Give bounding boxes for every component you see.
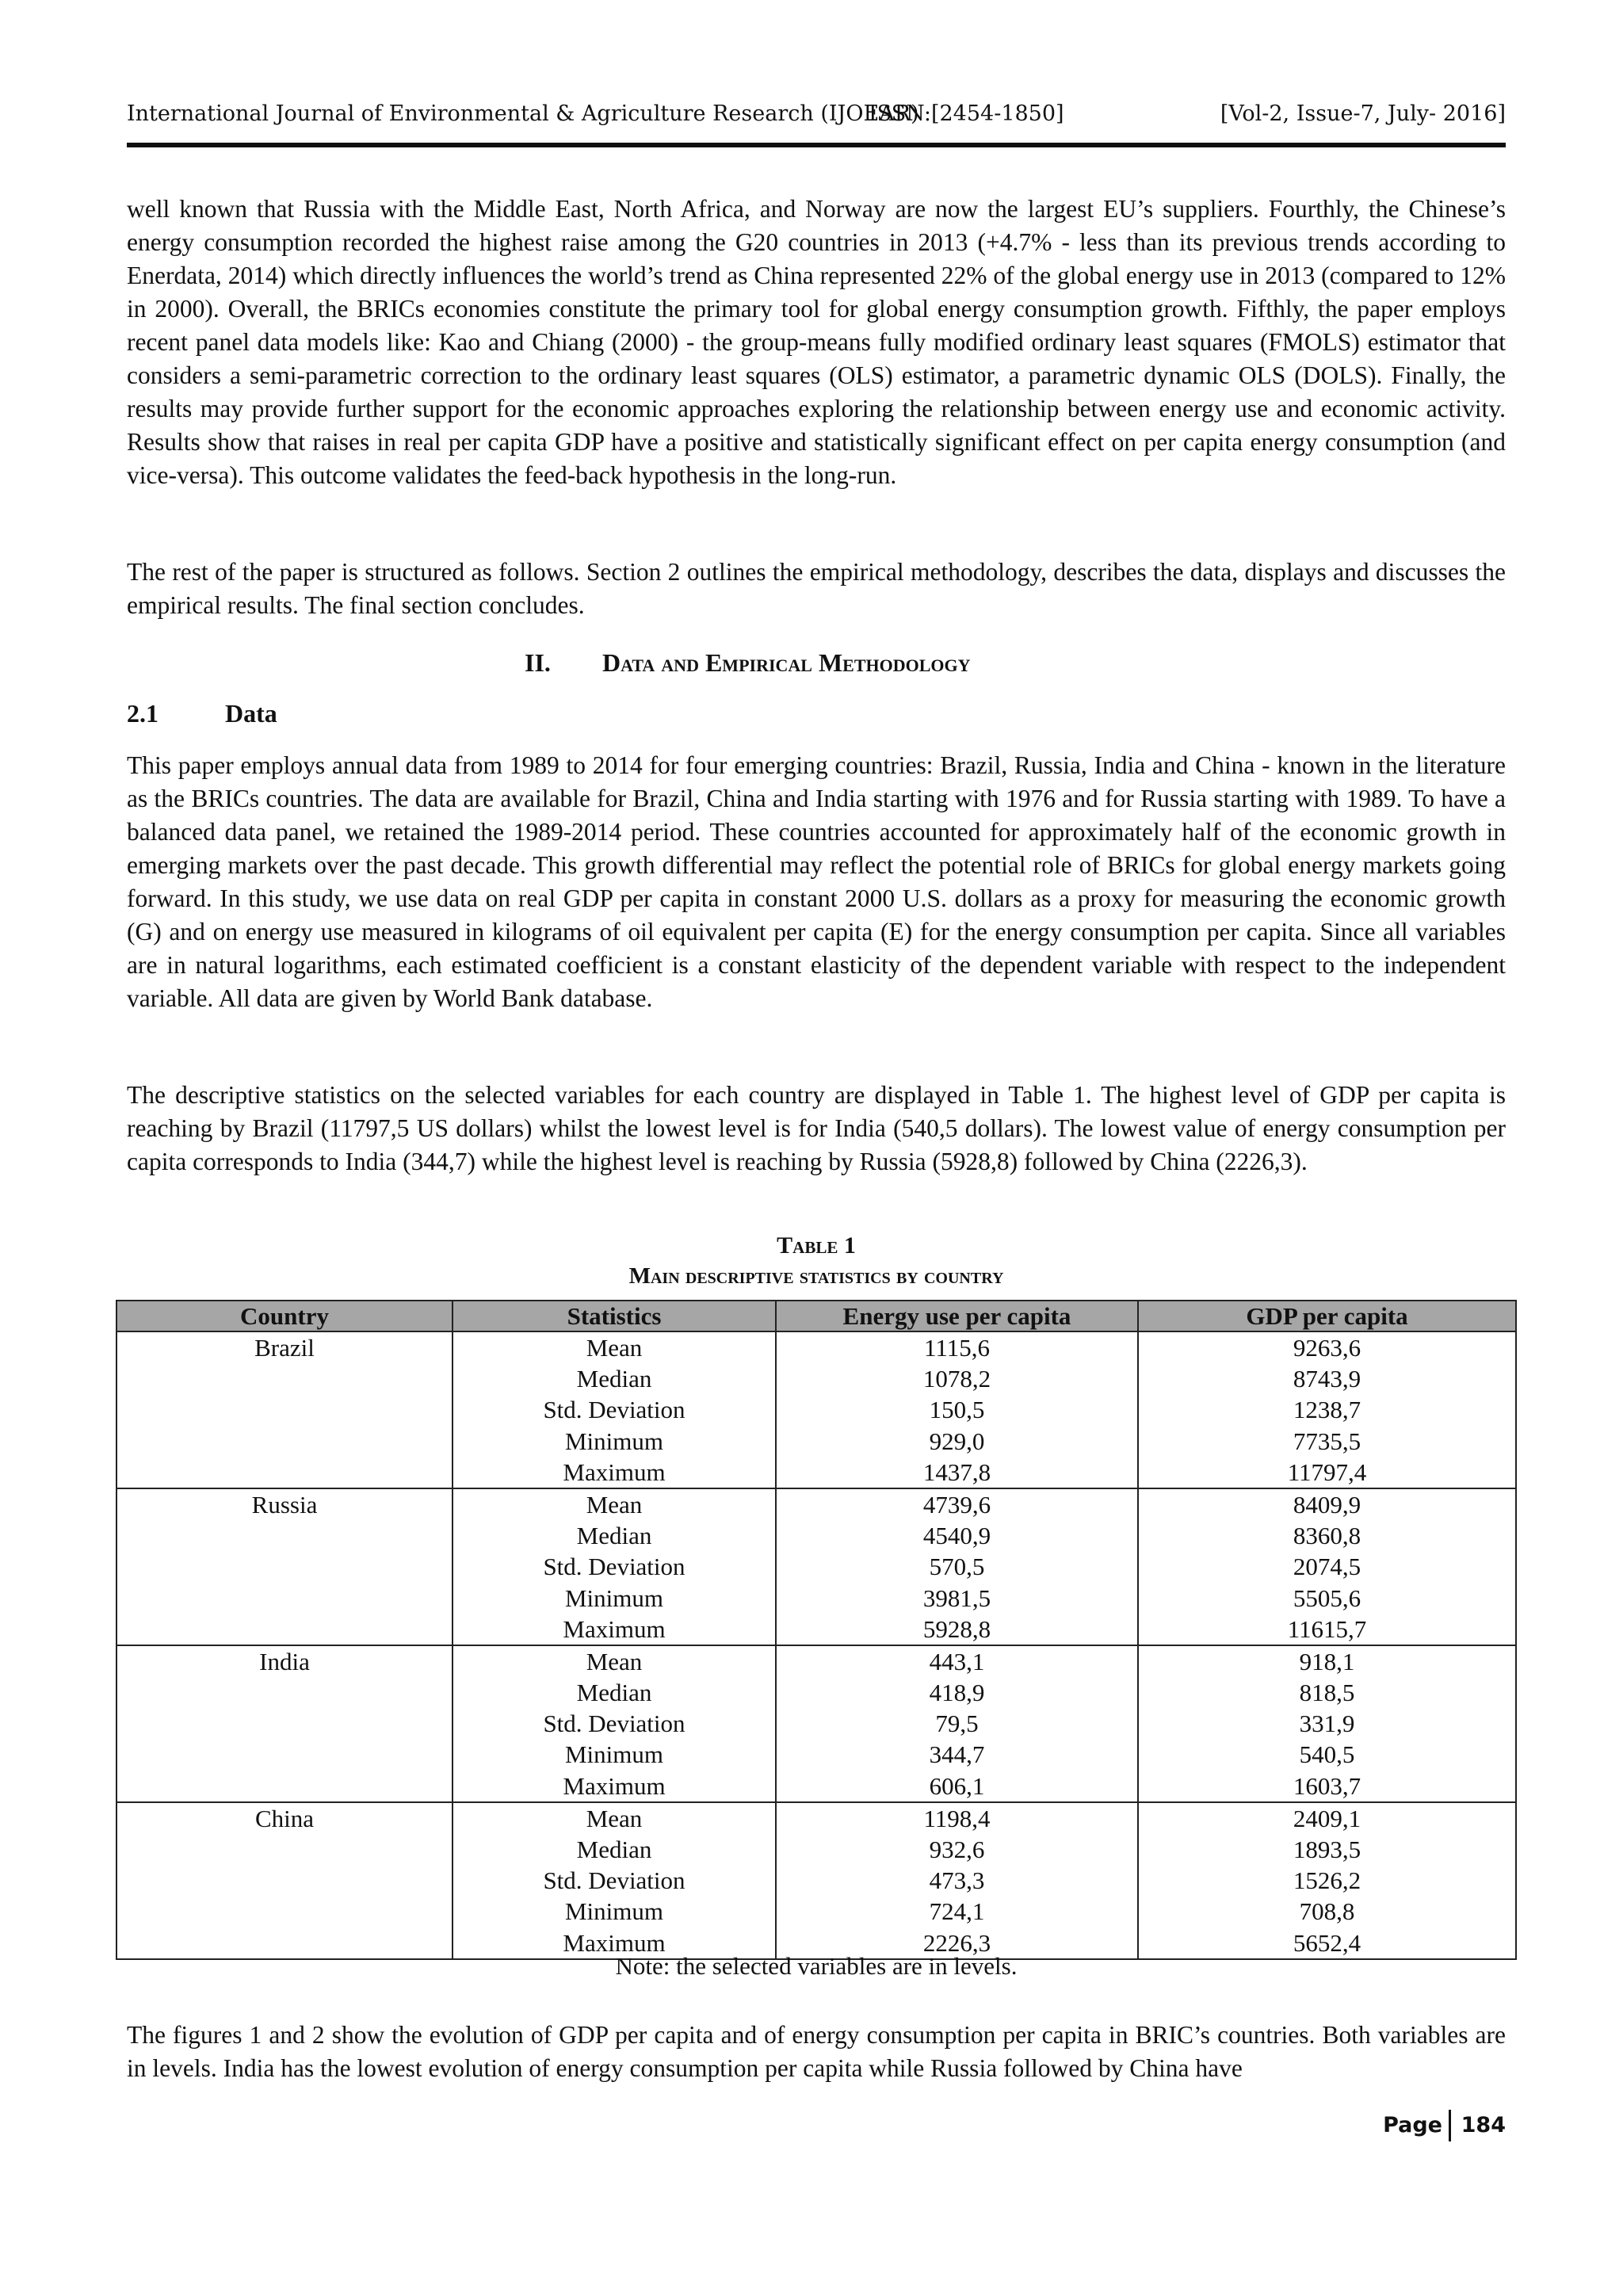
country-cell-empty xyxy=(116,1583,453,1614)
energy-cell: 344,7 xyxy=(776,1739,1138,1770)
statistic-cell: Maximum xyxy=(453,1927,776,1959)
table-row xyxy=(116,1488,1516,1520)
paragraph-text: The rest of the paper is structured as follows. Section 2 outlines the empirical methodology, describes the data, displays and discusses the empirical results. The final section concludes. xyxy=(127,558,1506,619)
gdp-cell: 11615,7 xyxy=(1138,1614,1516,1645)
gdp-cell: 2409,1 xyxy=(1138,1802,1516,1834)
country-cell-empty xyxy=(116,1896,453,1927)
statistic-cell: Std. Deviation xyxy=(453,1394,776,1425)
subsection-number: 2.1 xyxy=(127,699,158,728)
energy-cell: 724,1 xyxy=(776,1896,1138,1927)
table-row xyxy=(116,1834,1516,1865)
table-note: Note: the selected variables are in levels. xyxy=(615,1952,1018,1980)
column-header-statistics: Statistics xyxy=(453,1301,776,1331)
gdp-cell: 11797,4 xyxy=(1138,1457,1516,1488)
gdp-cell: 331,9 xyxy=(1138,1708,1516,1739)
statistic-cell: Maximum xyxy=(453,1614,776,1645)
header-journal-name: International Journal of Environmental & Agriculture Research (IJOEAR) xyxy=(127,101,919,126)
country-cell-empty xyxy=(116,1677,453,1708)
energy-cell: 1078,2 xyxy=(776,1363,1138,1394)
table-row xyxy=(116,1331,1516,1363)
statistic-cell: Median xyxy=(453,1834,776,1865)
statistic-cell: Mean xyxy=(453,1488,776,1520)
country-cell-empty xyxy=(116,1771,453,1802)
country-cell-empty xyxy=(116,1363,453,1394)
paragraph-text: The descriptive statistics on the selected variables for each country are displayed in Table 1. The highest level of GDP per capita is reaching by Brazil (11797,5 US dollars) whilst the lowest level is for India (540,5 dollars). The lowest value of energy consumption per capita corresponds to India (344,7) while the highest level is reaching by Russia (5928,8) followed by China (2226,3). xyxy=(127,1081,1506,1175)
column-header-gdp: GDP per capita xyxy=(1138,1301,1516,1331)
gdp-cell: 8360,8 xyxy=(1138,1520,1516,1551)
energy-cell: 1198,4 xyxy=(776,1802,1138,1834)
paragraph-text: This paper employs annual data from 1989 to 2014 for four emerging countries: Brazil, Russia, India and China - known in the literature as the BRICs countries. The data are available for Brazil, China and India starting with 1976 and for Russia starting with 1989. To have a balanced data panel, we retained the 1989-2014 period. These countries accounted for approximately half of the economic growth in emerging markets over the past decade. This growth differential may reflect the potential role of BRICs for global energy markets going forward. In this study, we use data on real GDP per capita in constant 2000 U.S. dollars as a proxy for measuring the economic growth (G) and on energy use measured in kilograms of oil equivalent per capita (E) for the energy consumption per capita. Since all variables are in natural logarithms, each estimated coefficient is a constant elasticity of the dependent variable with respect to the independent variable. All data are given by World Bank database. xyxy=(127,751,1506,1012)
paragraph-intro-continued xyxy=(127,193,1506,492)
running-header xyxy=(127,95,1506,147)
energy-cell: 4540,9 xyxy=(776,1520,1138,1551)
column-header-energy-use: Energy use per capita xyxy=(776,1301,1138,1331)
gdp-cell: 1238,7 xyxy=(1138,1394,1516,1425)
energy-cell: 1437,8 xyxy=(776,1457,1138,1488)
statistic-cell: Median xyxy=(453,1677,776,1708)
gdp-cell: 1893,5 xyxy=(1138,1834,1516,1865)
statistic-cell: Std. Deviation xyxy=(453,1708,776,1739)
page-separator xyxy=(1449,2110,1451,2141)
table-row xyxy=(116,1739,1516,1770)
energy-cell: 3981,5 xyxy=(776,1583,1138,1614)
table-row xyxy=(116,1583,1516,1614)
descriptive-statistics-table xyxy=(116,1300,1517,1960)
table-row xyxy=(116,1896,1516,1927)
table-header-row xyxy=(116,1301,1516,1331)
gdp-cell: 5652,4 xyxy=(1138,1927,1516,1959)
country-cell-empty xyxy=(116,1394,453,1425)
statistic-cell: Maximum xyxy=(453,1771,776,1802)
country-cell-empty xyxy=(116,1708,453,1739)
energy-cell: 473,3 xyxy=(776,1865,1138,1896)
page-number: 184 xyxy=(1461,2113,1506,2137)
statistic-cell: Maximum xyxy=(453,1457,776,1488)
column-header-country: Country xyxy=(116,1301,453,1331)
energy-cell: 929,0 xyxy=(776,1426,1138,1457)
table-row xyxy=(116,1520,1516,1551)
country-cell: Brazil xyxy=(116,1331,453,1363)
paragraph-figures xyxy=(127,2019,1506,2085)
statistic-cell: Mean xyxy=(453,1802,776,1834)
country-cell-empty xyxy=(116,1614,453,1645)
energy-cell: 418,9 xyxy=(776,1677,1138,1708)
energy-cell: 5928,8 xyxy=(776,1614,1138,1645)
table-row xyxy=(116,1394,1516,1425)
statistic-cell: Std. Deviation xyxy=(453,1551,776,1582)
statistic-cell: Mean xyxy=(453,1331,776,1363)
energy-cell: 79,5 xyxy=(776,1708,1138,1739)
country-cell-empty xyxy=(116,1739,453,1770)
country-cell-empty xyxy=(116,1865,453,1896)
country-cell-empty xyxy=(116,1457,453,1488)
gdp-cell: 918,1 xyxy=(1138,1645,1516,1677)
page-label: Page xyxy=(1383,2113,1442,2137)
paragraph-text: The figures 1 and 2 show the evolution of GDP per capita and of energy consumption per capita in BRIC’s countries. Both variables are in levels. India has the lowest evolution of energy consumption per capita while Russia followed by China have xyxy=(127,2021,1506,2082)
page-footer xyxy=(1347,2110,1506,2148)
energy-cell: 570,5 xyxy=(776,1551,1138,1582)
energy-cell: 443,1 xyxy=(776,1645,1138,1677)
gdp-cell: 1526,2 xyxy=(1138,1865,1516,1896)
gdp-cell: 8743,9 xyxy=(1138,1363,1516,1394)
section-number: II. xyxy=(525,648,551,677)
paragraph-data xyxy=(127,749,1506,1015)
section-title: Data and Empirical Methodology xyxy=(602,648,971,677)
paragraph-structure xyxy=(127,556,1506,622)
statistic-cell: Minimum xyxy=(453,1739,776,1770)
table-row xyxy=(116,1614,1516,1645)
gdp-cell: 2074,5 xyxy=(1138,1551,1516,1582)
table-row xyxy=(116,1802,1516,1834)
subsection-title: Data xyxy=(225,699,277,728)
energy-cell: 1115,6 xyxy=(776,1331,1138,1363)
energy-cell: 606,1 xyxy=(776,1771,1138,1802)
statistic-cell: Median xyxy=(453,1520,776,1551)
statistic-cell: Minimum xyxy=(453,1583,776,1614)
energy-cell: 2226,3 xyxy=(776,1927,1138,1959)
gdp-cell: 818,5 xyxy=(1138,1677,1516,1708)
table-label: Table 1 xyxy=(777,1232,856,1259)
gdp-cell: 9263,6 xyxy=(1138,1331,1516,1363)
paragraph-text: well known that Russia with the Middle East, North Africa, and Norway are now the largest EU’s suppliers. Fourthly, the Chinese’s energy consumption recorded the highest raise among the G20 countries in 2013 (+4.7% - less than its previous trends according to Enerdata, 2014) which directly influences the world’s trend as China represented 22% of the global energy use in 2013 (compared to 12% in 2000). Overall, the BRICs economies constitute the primary tool for global energy consumption growth. Fifthly, the paper employs recent panel data models like: Kao and Chiang (2000) - the group-means fully modified ordinary least squares (FMOLS) estimator that considers a semi-parametric correction to the ordinary least squares (OLS) estimator, a parametric dynamic OLS (DOLS). Finally, the results may provide further support for the economic approaches exploring the relationship between energy use and economic activity. Results show that raises in real per capita GDP have a positive and statistically significant effect on per capita energy consumption (and vice-versa). This outcome validates the feed-back hypothesis in the long-run. xyxy=(127,195,1506,489)
table-row xyxy=(116,1708,1516,1739)
country-cell-empty xyxy=(116,1520,453,1551)
gdp-cell: 708,8 xyxy=(1138,1896,1516,1927)
country-cell-empty xyxy=(116,1551,453,1582)
country-cell-empty xyxy=(116,1426,453,1457)
paragraph-descriptive-stats xyxy=(127,1079,1506,1179)
country-cell: India xyxy=(116,1645,453,1677)
statistic-cell: Minimum xyxy=(453,1896,776,1927)
energy-cell: 4739,6 xyxy=(776,1488,1138,1520)
statistic-cell: Minimum xyxy=(453,1426,776,1457)
statistic-cell: Mean xyxy=(453,1645,776,1677)
gdp-cell: 1603,7 xyxy=(1138,1771,1516,1802)
energy-cell: 932,6 xyxy=(776,1834,1138,1865)
gdp-cell: 7735,5 xyxy=(1138,1426,1516,1457)
country-cell: China xyxy=(116,1802,453,1834)
table-row xyxy=(116,1677,1516,1708)
gdp-cell: 5505,6 xyxy=(1138,1583,1516,1614)
table-row xyxy=(116,1771,1516,1802)
country-cell-empty xyxy=(116,1834,453,1865)
energy-cell: 150,5 xyxy=(776,1394,1138,1425)
table-row xyxy=(116,1645,1516,1677)
table-title: Main descriptive statistics by country xyxy=(628,1263,1004,1289)
gdp-cell: 8409,9 xyxy=(1138,1488,1516,1520)
header-issn: ISSN:[2454-1850] xyxy=(869,101,1064,126)
statistic-cell: Std. Deviation xyxy=(453,1865,776,1896)
table-row xyxy=(116,1457,1516,1488)
table-row xyxy=(116,1551,1516,1582)
statistic-cell: Median xyxy=(453,1363,776,1394)
gdp-cell: 540,5 xyxy=(1138,1739,1516,1770)
header-volume-issue: [Vol-2, Issue-7, July- 2016] xyxy=(1220,101,1506,126)
table-row xyxy=(116,1865,1516,1896)
table-row xyxy=(116,1363,1516,1394)
country-cell: Russia xyxy=(116,1488,453,1520)
table-row xyxy=(116,1426,1516,1457)
